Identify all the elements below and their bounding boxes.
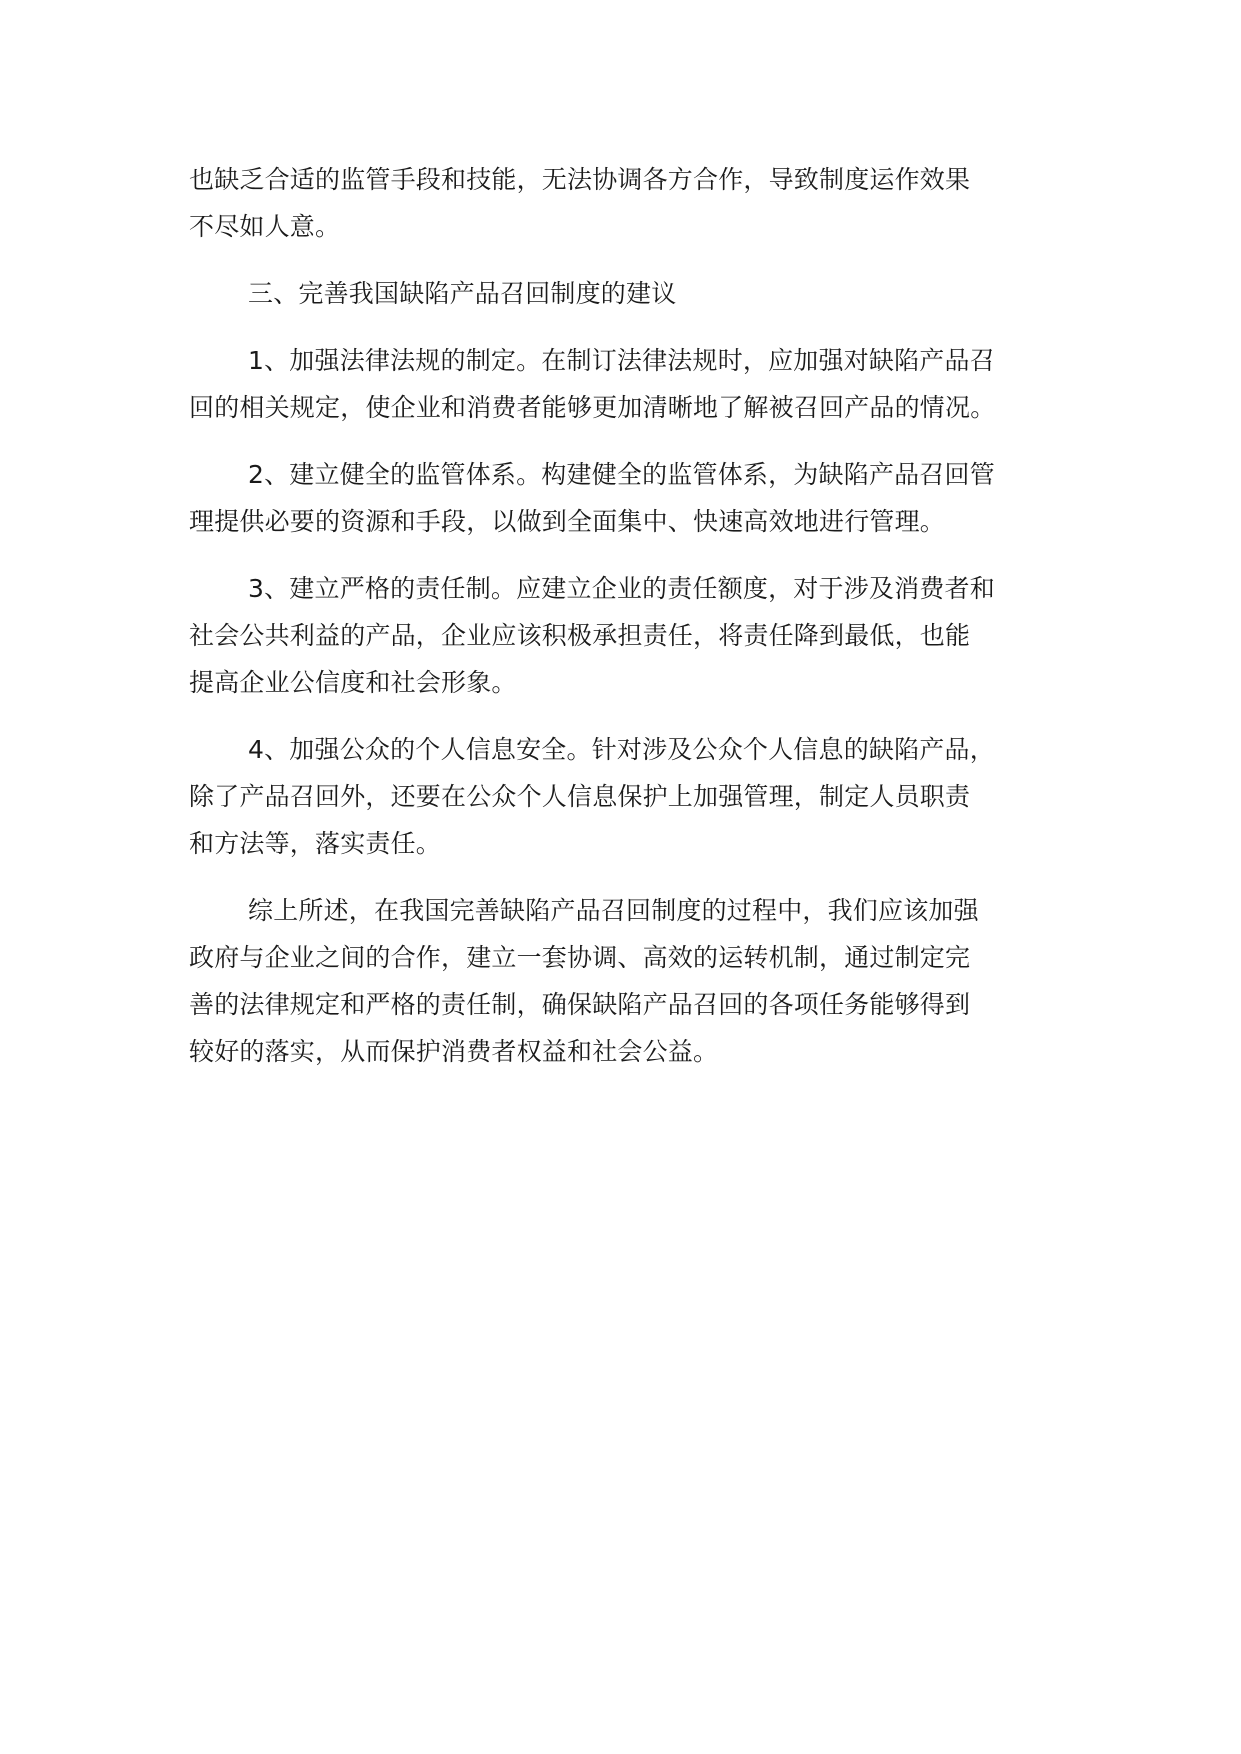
text-line: 提高企业公信度和社会形象。 [189,668,517,697]
text-line: 1、加强法律法规的制定。在制订法律法规时，应加强对缺陷产品召 [248,346,995,375]
text-line: 和方法等，落实责任。 [189,829,442,858]
text-line: 2、建立健全的监管体系。构建健全的监管体系，为缺陷产品召回管 [248,460,995,489]
paragraph-suggestion-3 [189,565,1079,706]
heading-text: 三、完善我国缺陷产品召回制度的建议 [248,279,677,308]
paragraph-suggestion-2 [189,451,1079,545]
paragraph-suggestion-4 [189,726,1079,867]
paragraph-suggestion-1 [189,337,1079,431]
text-line: 3、建立严格的责任制。应建立企业的责任额度，对于涉及消费者和 [248,574,995,603]
text-line: 较好的落实，从而保护消费者权益和社会公益。 [189,1037,719,1066]
text-line: 除了产品召回外，还要在公众个人信息保护上加强管理，制定人员职责 [189,782,971,811]
text-line: 理提供必要的资源和手段，以做到全面集中、快速高效地进行管理。 [189,507,946,536]
text-line: 4、加强公众的个人信息安全。针对涉及公众个人信息的缺陷产品， [248,735,995,764]
text-line: 也缺乏合适的监管手段和技能，无法协调各方合作，导致制度运作效果 [189,165,971,194]
text-line: 回的相关规定，使企业和消费者能够更加清晰地了解被召回产品的情况。 [189,393,996,422]
paragraph-conclusion [189,887,1079,1075]
text-line: 善的法律规定和严格的责任制，确保缺陷产品召回的各项任务能够得到 [189,990,971,1019]
text-line: 综上所述，在我国完善缺陷产品召回制度的过程中，我们应该加强 [248,896,979,925]
text-line: 社会公共利益的产品，企业应该积极承担责任，将责任降到最低，也能 [189,621,971,650]
text-line: 政府与企业之间的合作，建立一套协调、高效的运转机制，通过制定完 [189,943,971,972]
section-heading [189,270,1079,317]
text-line: 不尽如人意。 [189,212,341,241]
document-body [189,156,1079,1075]
paragraph-continuation [189,156,1079,250]
